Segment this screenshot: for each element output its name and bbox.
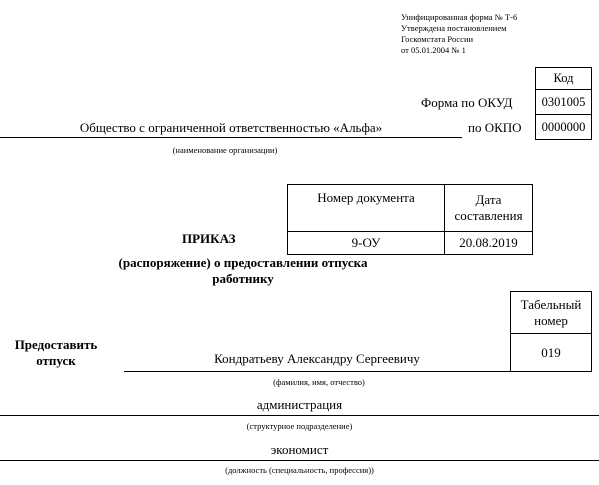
okpo-label: по ОКПО bbox=[468, 120, 522, 135]
document-date: 20.08.2019 bbox=[445, 232, 533, 255]
employee-name-caption: (фамилия, имя, отчество) bbox=[273, 377, 365, 387]
document-date-header-line1: Дата bbox=[475, 192, 502, 207]
tab-number-value: 019 bbox=[511, 334, 592, 372]
form-header-line: Утверждена постановлением bbox=[401, 23, 507, 33]
employee-name: Кондратьеву Александру Сергеевичу bbox=[214, 351, 420, 366]
document-table bbox=[287, 184, 533, 255]
employee-name-underline bbox=[124, 371, 592, 372]
position-caption: (должность (специальность, профессия)) bbox=[225, 465, 374, 475]
okud-label: Форма по ОКУД bbox=[421, 95, 513, 110]
grant-label bbox=[0, 337, 112, 369]
department-name: администрация bbox=[256, 397, 343, 412]
document-date-header bbox=[445, 185, 533, 232]
form-header-line: Унифицированная форма № Т-6 bbox=[401, 12, 518, 22]
codes-head: Код bbox=[536, 68, 592, 90]
form-header-line: Госкомстата России bbox=[401, 34, 474, 44]
document-number: 9-ОУ bbox=[288, 232, 445, 255]
order-subtitle bbox=[60, 255, 426, 287]
document-number-header: Номер документа bbox=[288, 185, 445, 232]
tab-number-header bbox=[511, 292, 592, 334]
department-underline bbox=[0, 415, 599, 416]
organization-caption: (наименование организации) bbox=[172, 145, 278, 155]
order-subtitle-line2: работнику bbox=[212, 271, 274, 286]
tab-number-header-line1: Табельный bbox=[520, 296, 582, 312]
organization-underline bbox=[0, 137, 462, 138]
codes-table bbox=[535, 67, 592, 140]
tab-number-header-line2: номер bbox=[534, 312, 568, 328]
tab-number-table bbox=[510, 291, 592, 372]
okud-code: 0301005 bbox=[536, 90, 592, 115]
grant-label-line1: Предоставить bbox=[14, 337, 98, 352]
order-title: ПРИКАЗ bbox=[182, 231, 236, 246]
grant-label-line2: отпуск bbox=[36, 353, 76, 368]
okpo-code: 0000000 bbox=[536, 115, 592, 140]
position-underline bbox=[0, 460, 599, 461]
organization-name: Общество с ограниченной ответственностью «Альфа» bbox=[79, 120, 383, 135]
document-date-header-line2: составления bbox=[454, 208, 523, 223]
form-header-line: от 05.01.2004 № 1 bbox=[401, 45, 466, 55]
form-header bbox=[401, 12, 517, 56]
position-name: экономист bbox=[270, 442, 329, 457]
order-subtitle-line1: (распоряжение) о предоставлении отпуска bbox=[118, 255, 368, 270]
department-caption: (структурное подразделение) bbox=[246, 421, 353, 431]
